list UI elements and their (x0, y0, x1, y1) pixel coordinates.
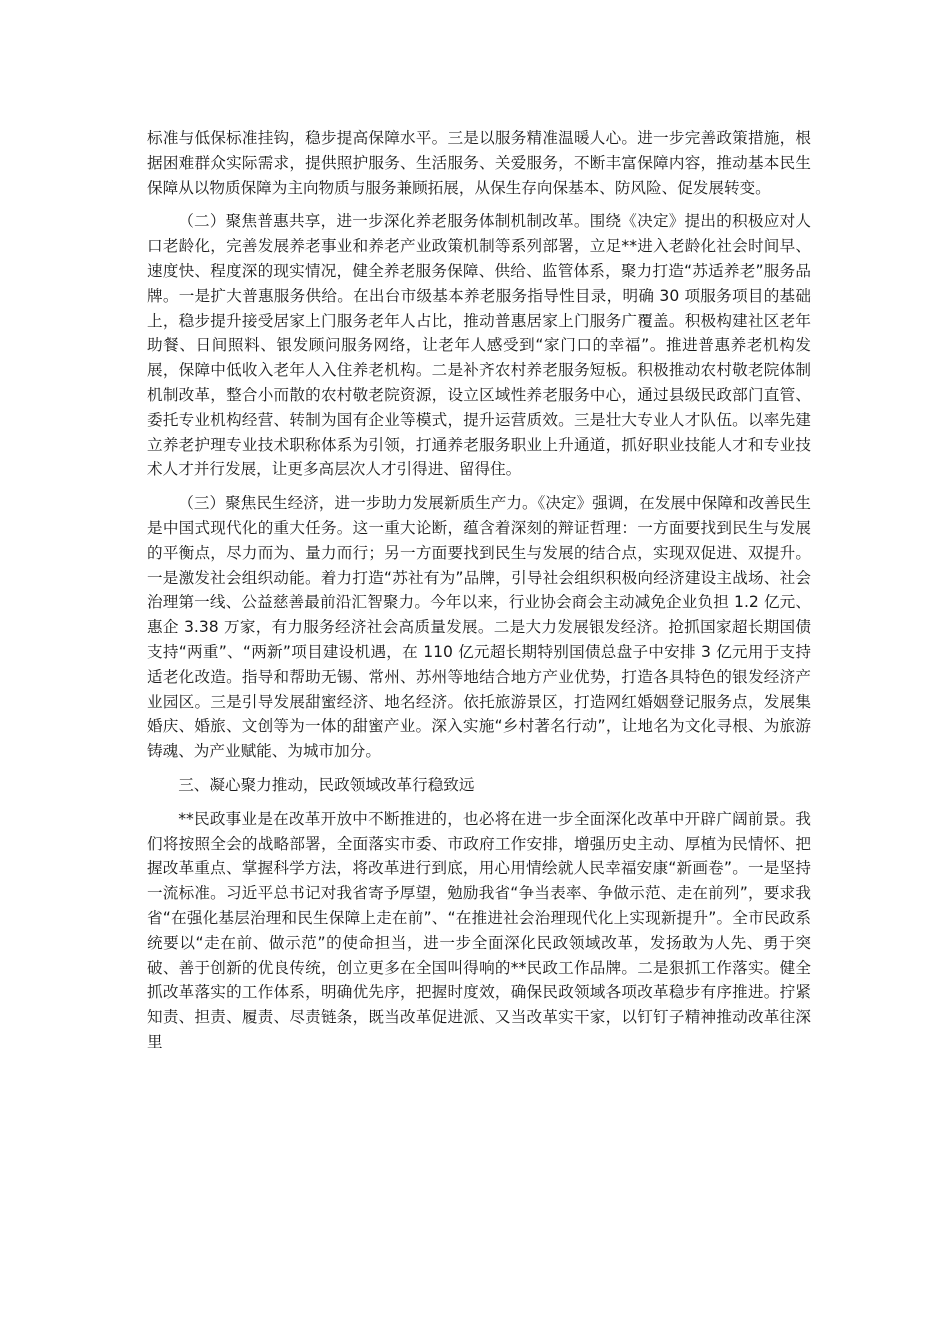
paragraph-continued: 标准与低保标准挂钩，稳步提高保障水平。三是以服务精准温暖人心。进一步完善政策措施，根据困难群众实际需求，提供照护服务、生活服务、关爱服务，不断丰富保障内容，推动基本民生保障从以物质保障为主向物质与服务兼顾拓展，从保生存向保基本、防风险、促发展转变。 (147, 129, 811, 197)
document-page (147, 126, 811, 1055)
paragraph-section-3-livelihood-economy: （三）聚焦民生经济，进一步助力发展新质生产力。《决定》强调，在发展中保障和改善民生是中国式现代化的重大任务。这一重大论断，蕴含着深刻的辩证哲理：一方面要找到民生与发展的平衡点，尽力而为、量力而行；另一方面要找到民生与发展的结合点，实现双促进、双提升。一是激发社会组织动能。着力打造“苏社有为”品牌，引导社会组织积极向经济建设主战场、社会治理第一线、公益慈善最前沿汇智聚力。今年以来，行业协会商会主动减免企业负担 1.2 亿元、惠企 3.38 万家，有力服务经济社会高质量发展。二是大力发展银发经济。抢抓国家超长期国债支持“两重”、“两新”项目建设机遇，在 110 亿元超长期特别国债总盘子中安排 3 亿元用于支持适老化改造。指导和帮助无锡、常州、苏州等地结合地方产业优势，打造各具特色的银发经济产业园区。三是引导发展甜蜜经济、地名经济。依托旅游景区，打造网红婚姻登记服务点，发展集婚庆、婚旅、文创等为一体的甜蜜产业。深入实施“乡村著名行动”，让地名为文化寻根、为旅游铸魂、为产业赋能、为城市加分。 (147, 494, 811, 761)
paragraph-final: **民政事业是在改革开放中不断推进的，也必将在进一步全面深化改革中开辟广阔前景。我们将按照全会的战略部署，全面落实市委、市政府工作安排，增强历史主动、厚植为民情怀、把握改革重点、掌握科学方法，将改革进行到底，用心用情绘就人民幸福安康“新画卷”。一是坚持一流标准。习近平总书记对我省寄予厚望，勉励我省“争当表率、争做示范、走在前列”，要求我省“在强化基层治理和民生保障上走在前”、“在推进社会治理现代化上实现新提升”。全市民政系统要以“走在前、做示范”的使命担当，进一步全面深化民政领域改革，发扬敢为人先、勇于突破、善于创新的优良传统，创立更多在全国叫得响的**民政工作品牌。二是狠抓工作落实。健全抓改革落实的工作体系，明确优先序，把握时度效，确保民政领域各项改革稳步有序推进。拧紧知责、担责、履责、尽责链条，既当改革促进派、又当改革实干家，以钉钉子精神推动改革往深里 (147, 809, 811, 1051)
paragraph-section-2-elderly-care: （二）聚焦普惠共享，进一步深化养老服务体制机制改革。围绕《决定》提出的积极应对人口老龄化，完善发展养老事业和养老产业政策机制等系列部署，立足**进入老龄化社会时间早、速度快、程度深的现实情况，健全养老服务保障、供给、监管体系，聚力打造“苏适养老”服务品牌。一是扩大普惠服务供给。在出台市级基本养老服务指导性目录，明确 30 项服务项目的基础上，稳步提升接受居家上门服务老年人占比，推动普惠居家上门服务广覆盖。积极构建社区老年助餐、日间照料、银发顾问服务网络，让老年人感受到“家门口的幸福”。推进普惠养老机构发展，保障中低收入老年人入住养老机构。二是补齐农村养老服务短板。积极推动农村敬老院体制机制改革，整合小而散的农村敬老院资源，设立区域性养老服务中心，通过县级民政部门直管、委托专业机构经营、转制为国有企业等模式，提升运营质效。三是壮大专业人才队伍。以率先建立养老护理专业技术职称体系为引领，打通养老服务职业上升通道，抓好职业技能人才和专业技术人才并行发展，让更多高层次人才引得进、留得住。 (147, 212, 811, 479)
section-heading-3: 三、凝心聚力推动，民政领域改革行稳致远 (178, 775, 475, 794)
